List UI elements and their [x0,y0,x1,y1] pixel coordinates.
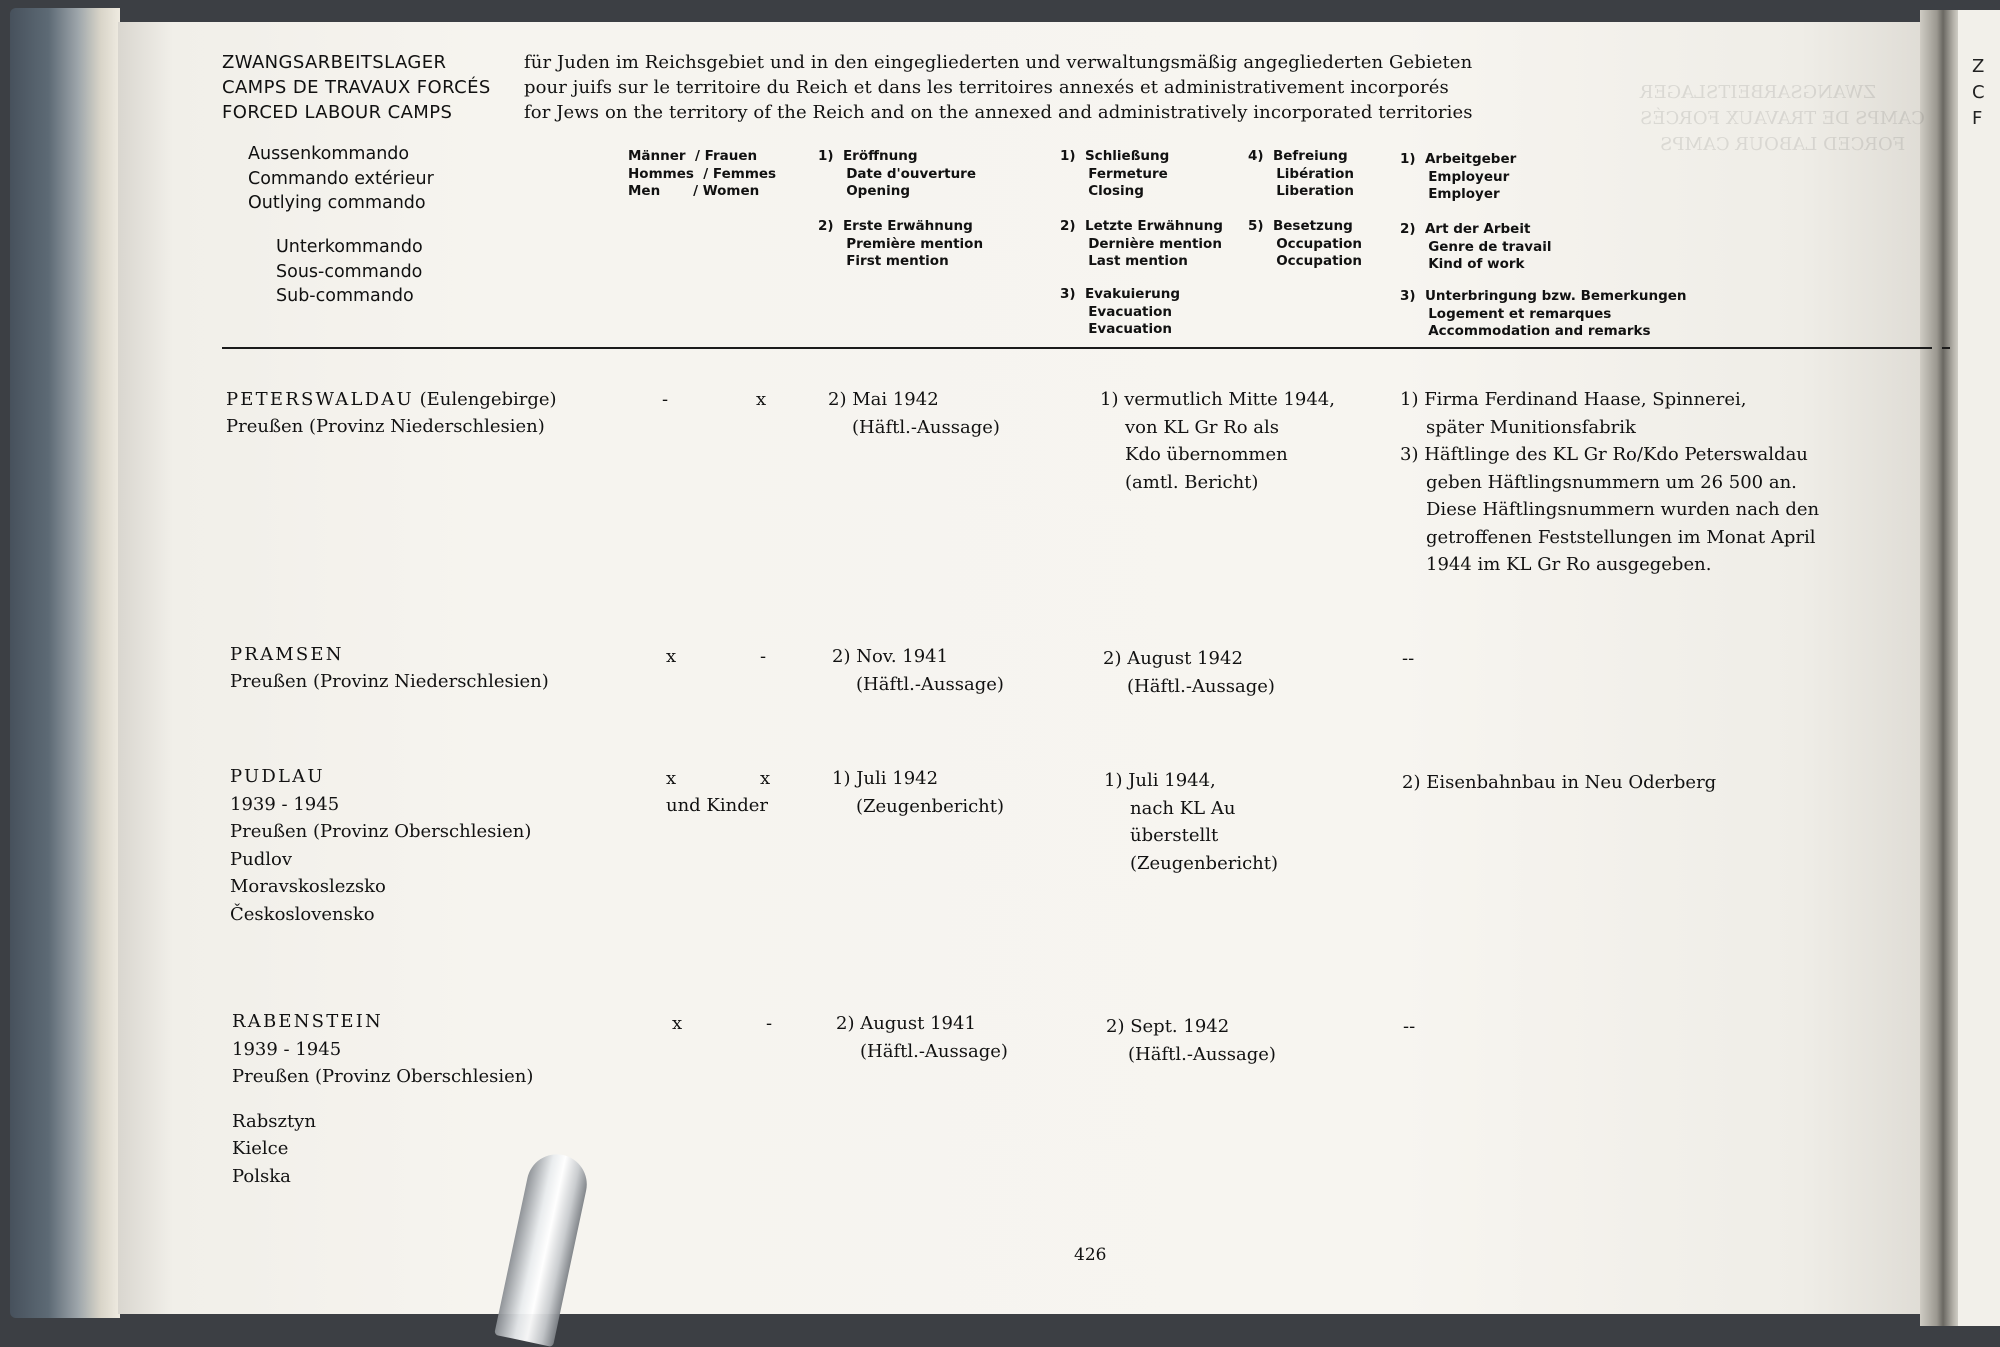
camp-name-extra: (Eulengebirge) [413,389,557,410]
remarks-line: geben Häftlingsnummern um 26 500 an. [1426,471,1797,493]
legend-occupation: 5) Besetzung Occupation Occupation [1248,218,1363,269]
closing-info [1100,386,1335,496]
header-divider [222,347,1932,349]
remarks-info: -- [1403,1016,1416,1037]
book-gutter [1920,10,1962,1326]
women-mark: - [760,646,767,667]
closing-line: nach KL Au [1130,797,1236,819]
remarks-line: 1944 im KL Gr Ro ausgegeben. [1426,554,1712,575]
description-en: for Jews on the territory of the Reich and on the annexed and administratively incorporated territories [524,102,1473,123]
page-number: 426 [1074,1245,1107,1265]
legend-label: Outlying commando [248,193,426,213]
opening-line: (Häftl.-Aussage) [860,1040,1008,1062]
remarks-line: 1) Firma Ferdinand Haase, Spinnerei, [1400,389,1747,410]
entry-line: Polska [232,1165,291,1187]
description-fr: pour juifs sur le territoire du Reich et dans les territoires annexés et administrativement incorporés [524,77,1449,98]
legend-first-mention: 2) Erste Erwähnung Première mention First mention [818,218,984,269]
opening-line: (Häftl.-Aussage) [856,673,1004,695]
legend-liberation: 4) Befreiung Libération Liberation [1248,148,1354,199]
legend-label: Commando extérieur [248,168,434,189]
closing-info [1103,645,1275,700]
legend-label: Aussenkommando [248,144,410,164]
opening-line: (Zeugenbericht) [856,795,1005,817]
entry-pudlau-details [230,763,531,928]
closing-line: (Häftl.-Aussage) [1127,675,1275,697]
women-mark: x [760,768,771,789]
heading-de: ZWANGSARBEITSLAGER [222,52,447,73]
camp-name: PUDLAU [230,766,325,787]
legend-kind-of-work: 2) Art der Arbeit Genre de travail Kind of work [1400,221,1552,272]
entry-line: 1939 - 1945 [230,793,340,815]
legend-closing: 1) Schließung Fermeture Closing [1060,148,1170,199]
opening-line: 2) Nov. 1941 [832,646,949,667]
entry-line: Moravskoslezsko [230,876,386,897]
legend-label: Sub-commando [276,286,414,306]
camp-name: RABENSTEIN [232,1011,384,1032]
closing-line: überstellt [1130,825,1219,846]
opening-line: 2) Mai 1942 [828,389,939,410]
entry-line: 1939 - 1945 [232,1038,342,1060]
camp-name: PETERSWALDAU [226,389,414,410]
camp-name: PRAMSEN [230,644,344,665]
camp-type-heading [222,50,491,125]
closing-line: (Zeugenbericht) [1130,852,1279,874]
women-mark: x [756,389,767,410]
closing-info [1106,1013,1276,1068]
men-mark: - [662,389,669,410]
women-mark: - [766,1013,773,1034]
entry-line: Rabsztyn [232,1110,316,1132]
legend-label: Unterkommando [276,237,423,257]
entry-line: Preußen (Provinz Oberschlesien) [230,821,532,842]
heading-fr: CAMPS DE TRAVAUX FORCÉS [222,77,491,98]
legend-accommodation: 3) Unterbringung bzw. Bemerkungen Logement et remarques Accommodation and remarks [1400,288,1687,339]
legend-gender: Männer / Frauen Hommes / Femmes Men / Women [628,148,777,199]
entry-location: Preußen (Provinz Niederschlesien) [226,416,545,437]
next-page-edge [1958,10,2000,1326]
bleed-through-text: FORCED LABOUR CAMPS [1660,134,1906,155]
closing-info [1104,767,1278,877]
opening-line: 2) August 1941 [836,1013,976,1034]
legend-opening: 1) Eröffnung Date d'ouverture Opening [818,148,976,199]
closing-line: 2) Sept. 1942 [1106,1016,1230,1037]
entry-line: Pudlov [230,848,292,870]
men-mark: x [666,646,677,667]
opening-line: 1) Juli 1942 [832,768,939,789]
men-mark: x [666,768,677,789]
remarks-line: 3) Häftlinge des KL Gr Ro/Kdo Peterswaldau [1400,444,1808,465]
closing-line: Kdo übernommen [1125,444,1288,465]
header-divider [1942,347,1950,349]
next-page-letter: C [1972,82,1985,103]
heading-en: FORCED LABOUR CAMPS [222,102,453,123]
bleed-through-text: CAMPS DE TRAVAUX FORCÉS [1640,108,1925,129]
closing-line: (amtl. Bericht) [1125,471,1259,493]
legend-sub-commando [276,235,423,309]
opening-info [836,1010,1008,1065]
remarks-line: Diese Häftlingsnummern wurden nach den [1426,499,1820,520]
remarks-info [1400,386,1819,579]
opening-info [828,386,1000,441]
legend-last-mention: 2) Letzte Erwähnung Dernière mention Last mention [1060,218,1223,269]
bleed-through-text: ZWANGSARBEITSLAGER [1640,82,1876,103]
entry-peterswaldau-name [226,386,557,414]
remarks-line: getroffenen Feststellungen im Monat April [1426,526,1816,548]
entry-location: Preußen (Provinz Niederschlesien) [230,671,549,692]
description-de: für Juden im Reichsgebiet und in den eingegliederten und verwaltungsmäßig angegliederten Gebieten [524,52,1473,73]
opening-line: (Häftl.-Aussage) [852,416,1000,438]
entry-line: Preußen (Provinz Oberschlesien) [232,1066,534,1087]
closing-line: 1) vermutlich Mitte 1944, [1100,389,1335,410]
legend-label: Sous-commando [276,261,423,282]
closing-line: von KL Gr Ro als [1125,416,1279,438]
legend-outlying-commando [248,142,434,216]
children-note: und Kinder [666,795,769,816]
opening-info [832,765,1004,820]
men-mark: x [672,1013,683,1034]
closing-line: 2) August 1942 [1103,648,1243,669]
next-page-letter: Z [1972,56,1985,77]
closing-line: 1) Juli 1944, [1104,770,1216,791]
remarks-line: später Munitionsfabrik [1426,416,1636,438]
next-page-letter: F [1972,108,1983,129]
remarks-info: 2) Eisenbahnbau in Neu Oderberg [1402,772,1717,793]
legend-employer: 1) Arbeitgeber Employeur Employer [1400,151,1517,202]
remarks-info: -- [1402,648,1415,669]
legend-evacuation: 3) Evakuierung Evacuation Evacuation [1060,286,1181,337]
opening-info [832,643,1004,698]
entry-line: Československo [230,903,375,925]
camp-description [524,50,1473,125]
entry-rabenstein-details [232,1008,533,1190]
closing-line: (Häftl.-Aussage) [1128,1043,1276,1065]
book-cover-edge [10,8,120,1318]
entry-line: Kielce [232,1138,289,1159]
